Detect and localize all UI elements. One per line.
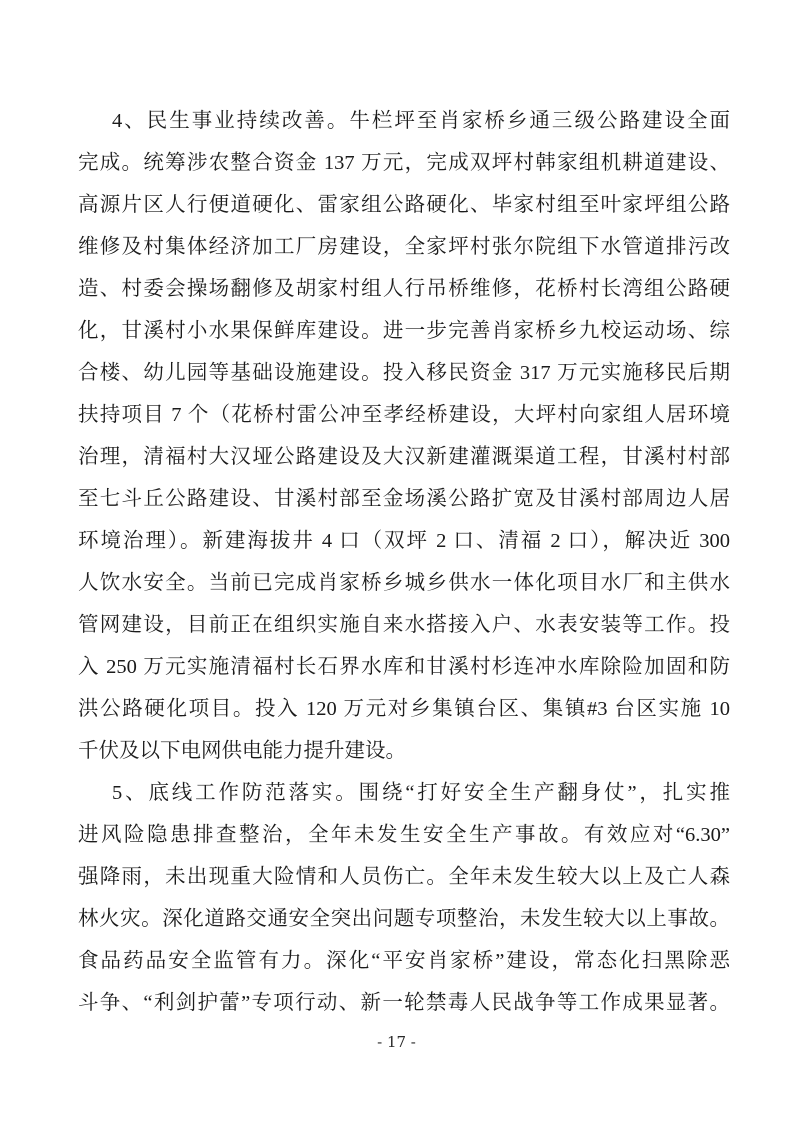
text-line: 4、民生事业持续改善。牛栏坪至肖家桥乡通三级公路建设全面: [112, 110, 730, 132]
text-line: 治理，清福村大汉垭公路建设及大汉新建灌溉渠道工程，甘溪村村部: [78, 446, 730, 468]
text-line: 进风险隐患排查整治，全年未发生安全生产事故。有效应对“6.30”: [78, 824, 730, 846]
text-line: 食品药品安全监管有力。深化“平安肖家桥”建设，常态化扫黑除恶: [78, 950, 730, 972]
text-line: 化，甘溪村小水果保鲜库建设。进一步完善肖家桥乡九校运动场、综: [78, 320, 730, 342]
text-line: 高源片区人行便道硬化、雷家组公路硬化、毕家村组至叶家坪组公路: [78, 194, 730, 216]
text-line: 斗争、“利剑护蕾”专项行动、新一轮禁毒人民战争等工作成果显著。: [78, 992, 730, 1014]
paragraph-4-minsheng: [78, 100, 730, 772]
text-line: 环境治理）。新建海拔井 4 口（双坪 2 口、清福 2 口），解决近 300: [78, 530, 730, 552]
text-line: 入 250 万元实施清福村长石界水库和甘溪村杉连冲水库除险加固和防: [78, 656, 730, 678]
text-line: 合楼、幼儿园等基础设施建设。投入移民资金 317 万元实施移民后期: [78, 362, 730, 384]
text-line: 完成。统筹涉农整合资金 137 万元，完成双坪村韩家组机耕道建设、: [78, 152, 730, 174]
text-line: 林火灾。深化道路交通安全突出问题专项整治，未发生较大以上事故。: [78, 908, 730, 930]
text-line: 洪公路硬化项目。投入 120 万元对乡集镇台区、集镇#3 台区实施 10: [78, 698, 730, 720]
document-body: [78, 100, 730, 1024]
text-line: 管网建设，目前正在组织实施自来水搭接入户、水表安装等工作。投: [78, 614, 730, 636]
text-line: 扶持项目 7 个（花桥村雷公冲至孝经桥建设，大坪村向家组人居环境: [78, 404, 730, 426]
paragraph-5-dixian: [78, 772, 730, 1024]
page-number: - 17 -: [377, 1033, 416, 1051]
text-line: 维修及村集体经济加工厂房建设，全家坪村张尔院组下水管道排污改: [78, 236, 730, 258]
text-line: 5、底线工作防范落实。围绕“打好安全生产翻身仗”，扎实推: [112, 782, 730, 804]
text-line: 千伏及以下电网供电能力提升建设。: [78, 740, 406, 762]
text-line: 造、村委会操场翻修及胡家村组人行吊桥维修，花桥村长湾组公路硬: [78, 278, 730, 300]
text-line: 人饮水安全。当前已完成肖家桥乡城乡供水一体化项目水厂和主供水: [78, 572, 730, 594]
text-line: 至七斗丘公路建设、甘溪村部至金场溪公路扩宽及甘溪村部周边人居: [78, 488, 730, 510]
text-line: 强降雨，未出现重大险情和人员伤亡。全年未发生较大以上及亡人森: [78, 866, 730, 888]
